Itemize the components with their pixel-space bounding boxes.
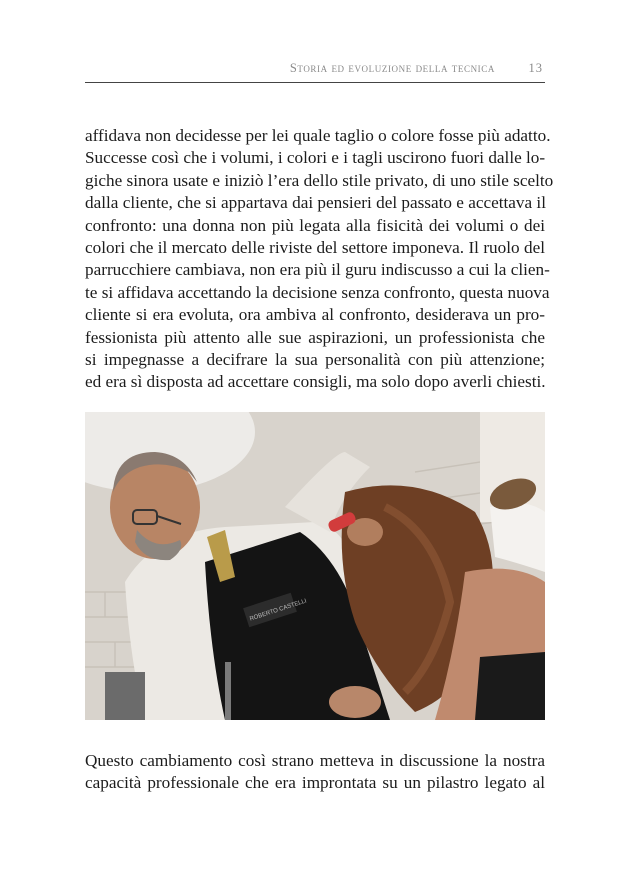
paragraph-1 bbox=[85, 125, 554, 394]
running-header bbox=[85, 60, 545, 83]
text-line: colori che il mercato delle riviste del settore imponeva. Il ruolo del bbox=[85, 238, 545, 258]
hairdresser-photo bbox=[85, 412, 545, 720]
text-line: Questo cambiamento così strano metteva in discussione la nostra bbox=[85, 751, 545, 770]
text-line: confronto: una donna non più legata alla fisicità dei volumi o dei bbox=[85, 215, 545, 235]
text-line: fessionista più attento alle sue aspirazioni, un professionista che bbox=[85, 327, 545, 347]
apron-logo-text: ROBERTO CASTELLI bbox=[249, 598, 308, 623]
text-line: affidava non decidesse per lei quale taglio o colore fosse più adatto. bbox=[85, 126, 551, 145]
page-number: 13 bbox=[528, 61, 543, 75]
text-line: ed era sì disposta ad accettare consigli, ma solo dopo averli chiesti. bbox=[85, 372, 546, 392]
text-line: giche sinora usate e iniziò l’era dello stile privato, di uno stile scelto bbox=[85, 170, 554, 190]
header-title: Storia ed evoluzione della tecnica bbox=[289, 61, 495, 75]
text-line: capacità professionale che era improntata su un pilastro legato al bbox=[85, 773, 545, 793]
text-line: dalla cliente, che si appartava dai pensieri del passato e accettava il bbox=[85, 193, 546, 213]
text-line: te si affidava accettando la decisione senza confronto, questa nuova bbox=[85, 282, 550, 302]
text-line: Successe così che i volumi, i colori e i tagli uscirono fuori dalle lo- bbox=[85, 148, 546, 168]
text-line: cliente si era evoluta, ora ambiva al confronto, desiderava un pro- bbox=[85, 305, 545, 325]
paragraph-2 bbox=[85, 750, 545, 795]
text-line: si impegnasse a decifrare la sua personalità con più attenzione; bbox=[85, 350, 545, 370]
text-line: parrucchiere cambiava, non era più il guru indiscusso a cui la clien- bbox=[85, 260, 550, 280]
